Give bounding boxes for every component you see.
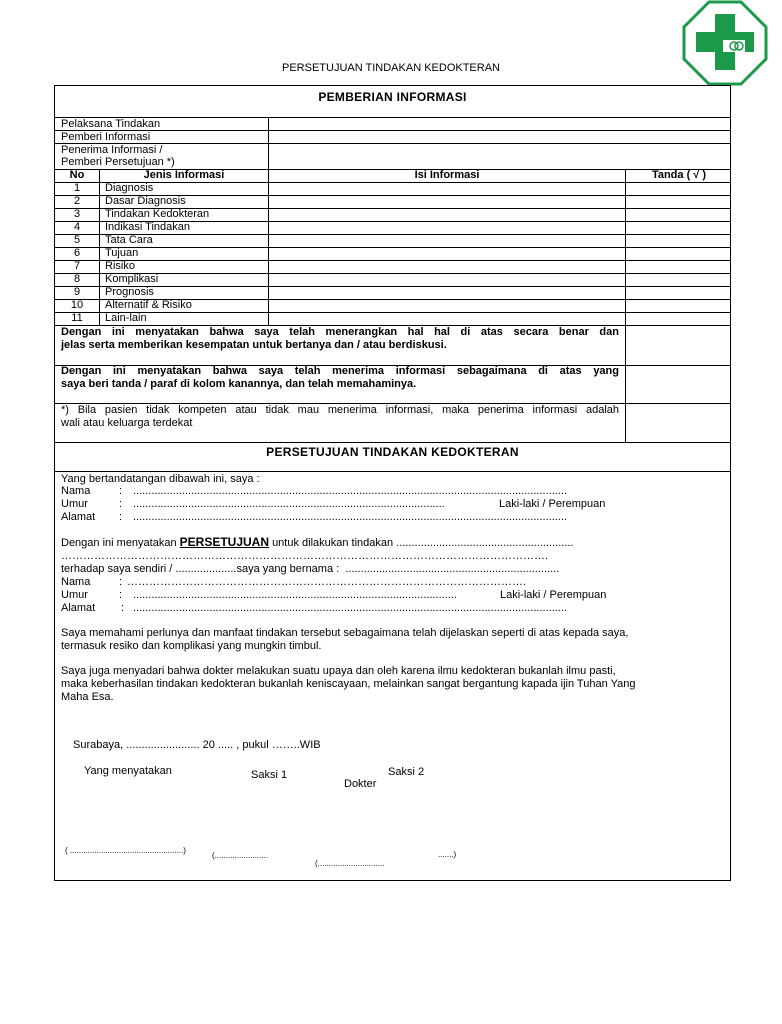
item-no: 7	[73, 260, 81, 272]
para-menyadari-3: Maha Esa.	[61, 691, 114, 703]
row-label-pemberi: Pemberi Informasi	[61, 131, 151, 143]
dots-umur-2: ..........................................................................................................	[133, 589, 457, 601]
row-label-penerima: Penerima Informasi /	[61, 144, 163, 156]
item-label: Alternatif & Risiko	[105, 299, 192, 311]
statement-menerima: Dengan ini menyatakan bahwa saya telah menerima informasi sebagaimana di atas yang	[61, 365, 619, 377]
item-no: 10	[70, 299, 84, 311]
para-menyadari-1: Saya juga menyadari bahwa dokter melakukan suatu upaya dan oleh karena ilmu kedokteran bukanlah ilmu pasti,	[61, 665, 616, 677]
col-header-no: No	[69, 169, 85, 181]
item-label: Tata Cara	[105, 234, 153, 246]
para-menyadari-2: maka keberhasilan tindakan kedokteran bukanlah keniscayaan, melainkan sangat bergantung kapada ijin Tuhan Yang	[61, 678, 636, 690]
col-header-jenis: Jenis Informasi	[143, 169, 225, 181]
signer-saksi-2: Saksi 2	[388, 766, 425, 778]
row-label-persetujuan: Pemberi Persetujuan *)	[61, 156, 175, 168]
section-heading-persetujuan: PERSETUJUAN TINDAKAN KEDOKTERAN	[266, 445, 519, 459]
label-alamat-2: Alamat	[61, 602, 96, 614]
col-header-tanda: Tanda ( √ )	[651, 169, 707, 181]
item-no: 5	[73, 234, 81, 246]
item-label: Prognosis	[105, 286, 154, 298]
signature-line-1: ( ...................................................)	[65, 846, 186, 855]
section-heading-informasi: PEMBERIAN INFORMASI	[318, 90, 467, 104]
item-label: Diagnosis	[105, 182, 154, 194]
statement-menerima-line2: saya beri tanda / paraf di kolom kanannya, dan telah memahaminya.	[61, 378, 417, 390]
label-umur-2: Umur	[61, 589, 88, 601]
item-label: Lain-lain	[105, 312, 147, 324]
colon: :	[119, 576, 123, 588]
label-nama: Nama	[61, 485, 91, 497]
row-label-pelaksana: Pelaksana Tindakan	[61, 118, 161, 130]
item-label: Tujuan	[105, 247, 139, 259]
item-label: Dasar Diagnosis	[105, 195, 186, 207]
document-title: PERSETUJUAN TINDAKAN KEDOKTERAN	[281, 62, 500, 74]
item-no: 8	[73, 273, 81, 285]
colon: :	[119, 498, 123, 510]
signature-line-3: (..............................	[315, 859, 385, 868]
dots-umur: ......................................................................................................	[133, 498, 445, 510]
colon: :	[119, 511, 123, 523]
item-no: 11	[71, 312, 83, 324]
terhadap-line: terhadap saya sendiri / ....................saya yang bernama : ......................................................................	[61, 563, 560, 575]
note-wali-line2: wali atau keluarga terdekat	[61, 417, 193, 429]
col-header-isi: Isi Informasi	[414, 169, 480, 181]
label-nama-2: Nama	[61, 576, 91, 588]
item-no: 4	[73, 221, 81, 233]
consent-word: PERSETUJUAN	[179, 535, 269, 549]
signature-line-4: .......)	[438, 850, 457, 859]
colon: :	[121, 602, 125, 614]
signer-yang-menyatakan: Yang menyatakan	[84, 765, 172, 777]
dots-nama: ..............................................................................................................................................	[133, 485, 567, 497]
statement-menerangkan-line2: jelas serta memberikan kesempatan untuk bertanya dan / atau berdiskusi.	[61, 339, 447, 351]
colon: :	[119, 589, 123, 601]
para-memahami-1: Saya memahami perlunya dan manfaat tindakan tersebut sebagaimana telah dijelaskan seperti di atas kepada saya,	[61, 627, 629, 639]
item-label: Komplikasi	[105, 273, 159, 285]
item-no: 9	[73, 286, 81, 298]
item-no: 1	[73, 182, 81, 194]
dots-alamat: ..............................................................................................................................................	[133, 511, 567, 523]
note-wali: *) Bila pasien tidak kompeten atau tidak mau menerima informasi, maka penerima informasi adalah	[61, 404, 619, 416]
consent-dots-line: …………………………………………………………………………………………………………………….	[61, 550, 549, 562]
place-date: Surabaya, ........................ 20 ..... , pukul ……..WIB	[73, 739, 321, 751]
signature-line-2: (........................	[212, 851, 269, 860]
item-label: Indikasi Tindakan	[105, 221, 190, 233]
gender-option-2: Laki-laki / Perempuan	[500, 589, 607, 601]
statement-menerangkan: Dengan ini menyatakan bahwa saya telah menerangkan hal hal di atas secara benar dan	[61, 326, 619, 338]
consent-line: Dengan ini menyatakan PERSETUJUAN untuk dilakukan tindakan ..........................................................	[61, 535, 574, 549]
colon: :	[119, 485, 123, 497]
signer-saksi-1: Saksi 1	[251, 769, 288, 781]
item-label: Risiko	[105, 260, 135, 272]
form-frame	[54, 85, 731, 881]
gender-option: Laki-laki / Perempuan	[499, 498, 606, 510]
item-label: Tindakan Kedokteran	[105, 208, 210, 220]
intro-text: Yang bertandatangan dibawah ini, saya :	[61, 473, 260, 485]
dots-nama-2: ……………………………………………………………………………………………….	[127, 576, 527, 588]
para-memahami-2: termasuk resiko dan komplikasi yang mungkin timbul.	[61, 640, 322, 652]
dots-alamat-2: ..............................................................................................................................................	[133, 602, 567, 614]
label-umur: Umur	[61, 498, 88, 510]
item-no: 3	[73, 208, 81, 220]
item-no: 2	[73, 195, 81, 207]
label-alamat: Alamat	[61, 511, 96, 523]
item-no: 6	[73, 247, 81, 259]
signer-dokter: Dokter	[344, 778, 377, 790]
